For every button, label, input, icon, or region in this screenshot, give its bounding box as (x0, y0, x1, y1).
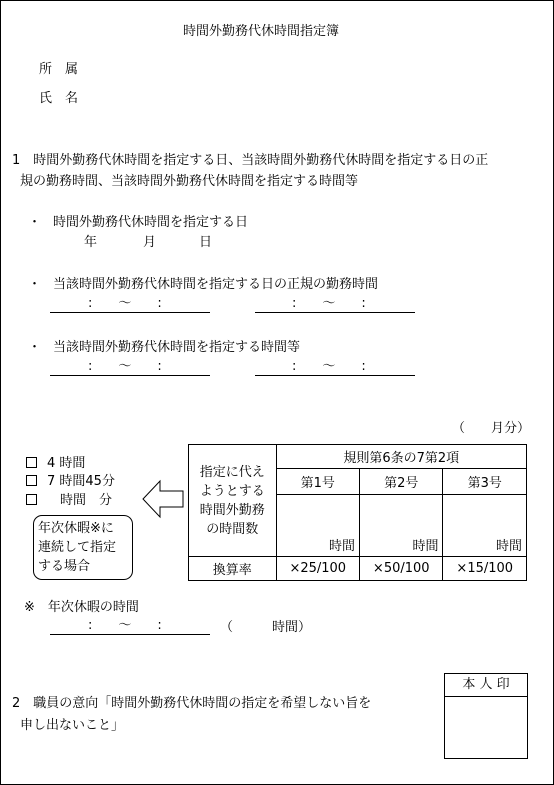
annual-leave-time-range: : 〜 : (88, 618, 162, 633)
rate-cell: ×15/100 (443, 557, 527, 581)
section2-line1: 2 職員の意向「時間外勤務代休時間の指定を希望しない旨を (12, 696, 372, 711)
item1-label: 時間外勤務代休時間を指定する日 (53, 215, 249, 230)
bullet: ・ (28, 340, 42, 355)
option-custom-hours[interactable]: 時間 分 (26, 493, 112, 509)
arrow-left-icon (142, 479, 184, 519)
time-range-4: : 〜 : (292, 359, 366, 374)
column-header: 第1号 (276, 469, 359, 495)
hours-cell[interactable]: 時間 (276, 495, 359, 557)
date-year: 年 (84, 235, 98, 250)
name-label: 氏 名 (39, 91, 79, 106)
page-title: 時間外勤務代休時間指定簿 (183, 24, 340, 39)
section1-heading-line1: 1 時間外勤務代休時間を指定する日、当該時間外勤務代休時間を指定する日の正 (12, 153, 489, 168)
underline (50, 375, 210, 376)
row-header-cell: 指定に代え ようとする 時間外勤務 の時間数 (189, 445, 277, 557)
annual-leave-hours: （ 時間） (220, 620, 312, 635)
item2-label: 当該時間外勤務代休時間を指定する日の正規の勤務時間 (53, 277, 379, 292)
time-range-2: : 〜 : (292, 296, 366, 311)
group-header: 規則第6条の7第2項 (276, 445, 526, 469)
note-text: 年次休暇※に 連続して指定 する場合 (38, 521, 117, 574)
checkbox[interactable] (26, 494, 37, 505)
hours-cell[interactable]: 時間 (443, 495, 527, 557)
section2-line2: 申し出ないこと」 (20, 718, 125, 733)
bullet: ・ (28, 277, 42, 292)
hours-cell[interactable]: 時間 (360, 495, 443, 557)
date-month: 月 (143, 235, 157, 250)
rate-cell: ×50/100 (360, 557, 443, 581)
note-bracket (33, 515, 133, 580)
rate-label: 換算率 (189, 557, 277, 581)
column-header: 第2号 (360, 469, 443, 495)
affiliation-label: 所 属 (39, 62, 79, 77)
underline (50, 634, 210, 635)
underline (255, 312, 415, 313)
checkbox[interactable] (26, 457, 37, 468)
item3-label: 当該時間外勤務代休時間を指定する時間等 (53, 340, 301, 355)
time-range-1: : 〜 : (88, 296, 162, 311)
seal-label: 本 人 印 (445, 674, 527, 697)
section1-heading-line2: 規の勤務時間、当該時間外勤務代休時間を指定する時間等 (20, 174, 359, 189)
option-4-hours[interactable]: 4 時間 (26, 456, 85, 472)
checkbox[interactable] (26, 475, 37, 486)
month-label: （ 月分） (452, 421, 531, 436)
conversion-table (188, 444, 527, 581)
underline (50, 312, 210, 313)
option-7-hours-45[interactable]: 7 時間45分 (26, 474, 115, 490)
underline (255, 375, 415, 376)
date-day: 日 (199, 235, 213, 250)
time-range-3: : 〜 : (88, 359, 162, 374)
annual-leave-label: ※ 年次休暇の時間 (24, 600, 139, 615)
column-header: 第3号 (443, 469, 527, 495)
rate-cell: ×25/100 (276, 557, 359, 581)
seal-box[interactable] (444, 673, 528, 759)
bullet: ・ (28, 215, 42, 230)
